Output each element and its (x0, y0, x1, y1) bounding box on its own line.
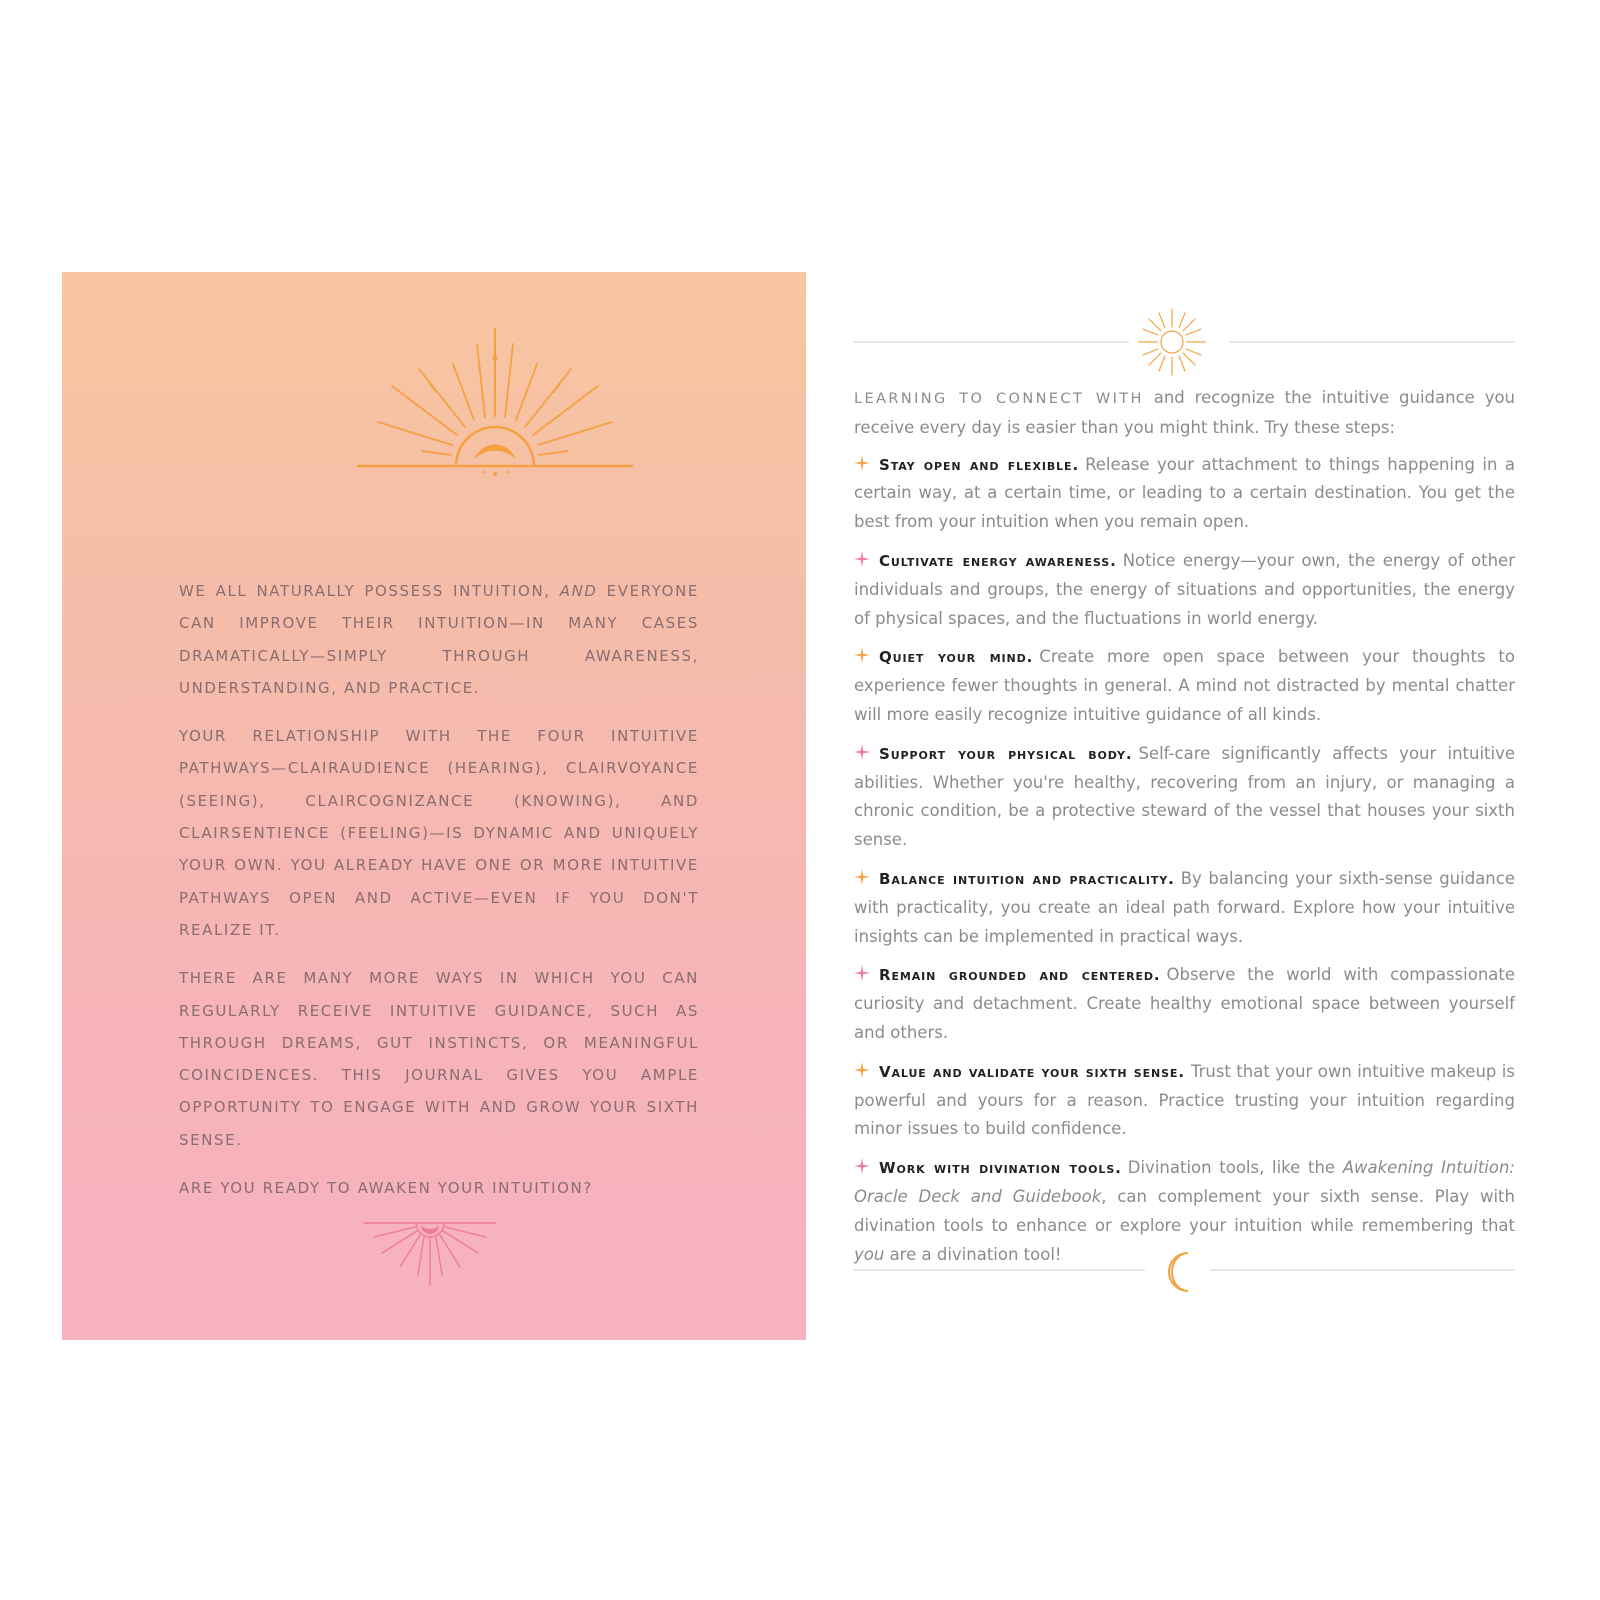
step-title: Stay open and flexible. (879, 455, 1080, 474)
book-title: Awakening Intuition: Oracle Deck and Guidebook (854, 1158, 1515, 1206)
right-page-body (854, 384, 1515, 1279)
step-item (854, 643, 1515, 729)
step-title: Quiet your mind. (879, 648, 1034, 667)
left-page (62, 272, 806, 1340)
step-title: Balance intuition and practicality. (879, 869, 1175, 888)
step-item (854, 740, 1515, 855)
sparkle-star-icon (854, 744, 870, 760)
sparkle-star-icon (854, 1158, 870, 1174)
step-item (854, 547, 1515, 633)
sparkle-star-icon (854, 455, 870, 471)
left-paragraph-4: ARE YOU READY TO AWAKEN YOUR INTUITION? (179, 1179, 593, 1198)
step-title: Support your physical body. (879, 744, 1133, 763)
left-paragraph-2: YOUR RELATIONSHIP WITH THE FOUR INTUITIVE PATHWAYS—CLAIRAUDIENCE (HEARING), CLAIRVOYANCE (SEEING), CLAIRCOGNIZANCE (KNOWING), AND CLAIRSENTIENCE (FEELING)—IS DYNAMIC AND UNIQUELY YOUR OWN. YOU ALREADY HAVE ONE OR MORE INTUITIVE PATHWAYS OPEN AND ACTIVE—EVEN IF YOU DON'T REALIZE IT. (179, 727, 699, 939)
bottom-divider-left (854, 1269, 1145, 1271)
top-divider-right (1230, 341, 1515, 343)
intro-paragraph: LEARNING TO CONNECT WITH and recognize the intuitive guidance you receive every day is easier than you might think. Try these steps: (854, 388, 1516, 437)
step-item (854, 865, 1515, 951)
step-item (854, 1058, 1515, 1144)
sun-burst-icon (1137, 307, 1207, 377)
step-text: Self-care significantly affects your intuitive abilities. Whether you're healthy, recovering from an injury, or managing a chronic condition, be a protective steward of the vessel that houses your sixth sense. (854, 743, 1516, 850)
step-text: Release your attachment to things happening in a certain way, at a certain time, or leading to a certain destination. You get the best from your intuition when you remain open. (854, 454, 1515, 532)
step-title: Remain grounded and centered. (879, 966, 1161, 985)
setting-sun-with-crescent-moon-icon (360, 1217, 500, 1287)
step-item (854, 451, 1515, 537)
step-text: Create more open space between your thoughts to experience fewer thoughts in general. A mind not distracted by mental chatter will more easily recognize intuitive guidance of all kinds. (854, 647, 1516, 724)
step-text: By balancing your sixth-sense guidance with practicality, you create an ideal path forward. Explore how your intuitive insights can be implemented in practical ways. (854, 868, 1515, 946)
step-title: Value and validate your sixth sense. (879, 1062, 1185, 1081)
left-paragraph-3: THERE ARE MANY MORE WAYS IN WHICH YOU CAN REGULARLY RECEIVE INTUITIVE GUIDANCE, SUCH AS THROUGH DREAMS, GUT INSTINCTS, OR MEANINGFUL COINCIDENCES. THIS JOURNAL GIVES YOU AMPLE OPPORTUNITY TO ENGAGE WITH AND GROW YOUR SIXTH SENSE. (179, 969, 699, 1149)
sparkle-star-icon (854, 647, 870, 663)
crescent-moon-icon (1162, 1250, 1202, 1294)
sparkle-star-icon (854, 965, 870, 981)
sparkle-star-icon (854, 869, 870, 885)
step-title: Cultivate energy awareness. (879, 551, 1117, 570)
sparkle-star-icon (854, 551, 870, 567)
left-paragraph-1: WE ALL NATURALLY POSSESS INTUITION, AND EVERYONE CAN IMPROVE THEIR INTUITION—IN MANY CASES DRAMATICALLY—SIMPLY THROUGH AWARENESS, UNDERSTANDING, AND PRACTICE. (179, 582, 699, 697)
top-divider-left (854, 341, 1129, 343)
right-page (810, 272, 1530, 1340)
step-title: Work with divination tools. (879, 1159, 1122, 1178)
step-text: Trust that your own intuitive makeup is powerful and yours for a reason. Practice trusting your intuition regarding minor issues to build confidence. (854, 1061, 1515, 1139)
steps-list (854, 451, 1515, 1145)
step-text: Observe the world with compassionate curiosity and detachment. Create healthy emotional space between yourself and others. (854, 965, 1516, 1042)
step-item (854, 961, 1515, 1047)
rising-sun-with-crescent-moon-icon (352, 324, 638, 476)
step-item: Work with divination tools. Divination tools, like the Awakening Intuition: Oracle Deck and Guidebook, can complement your sixth sense. Play with divination tools to enhance or explore your intuition while remembering that you are a divination tool! (854, 1158, 1515, 1264)
step-text: Notice energy—your own, the energy of other individuals and groups, the energy of situations and opportunities, the energy of physical spaces, and the fluctuations in world energy. (854, 550, 1515, 628)
left-page-body (179, 575, 699, 1220)
sparkle-star-icon (854, 1062, 870, 1078)
bottom-divider-right (1210, 1269, 1515, 1271)
